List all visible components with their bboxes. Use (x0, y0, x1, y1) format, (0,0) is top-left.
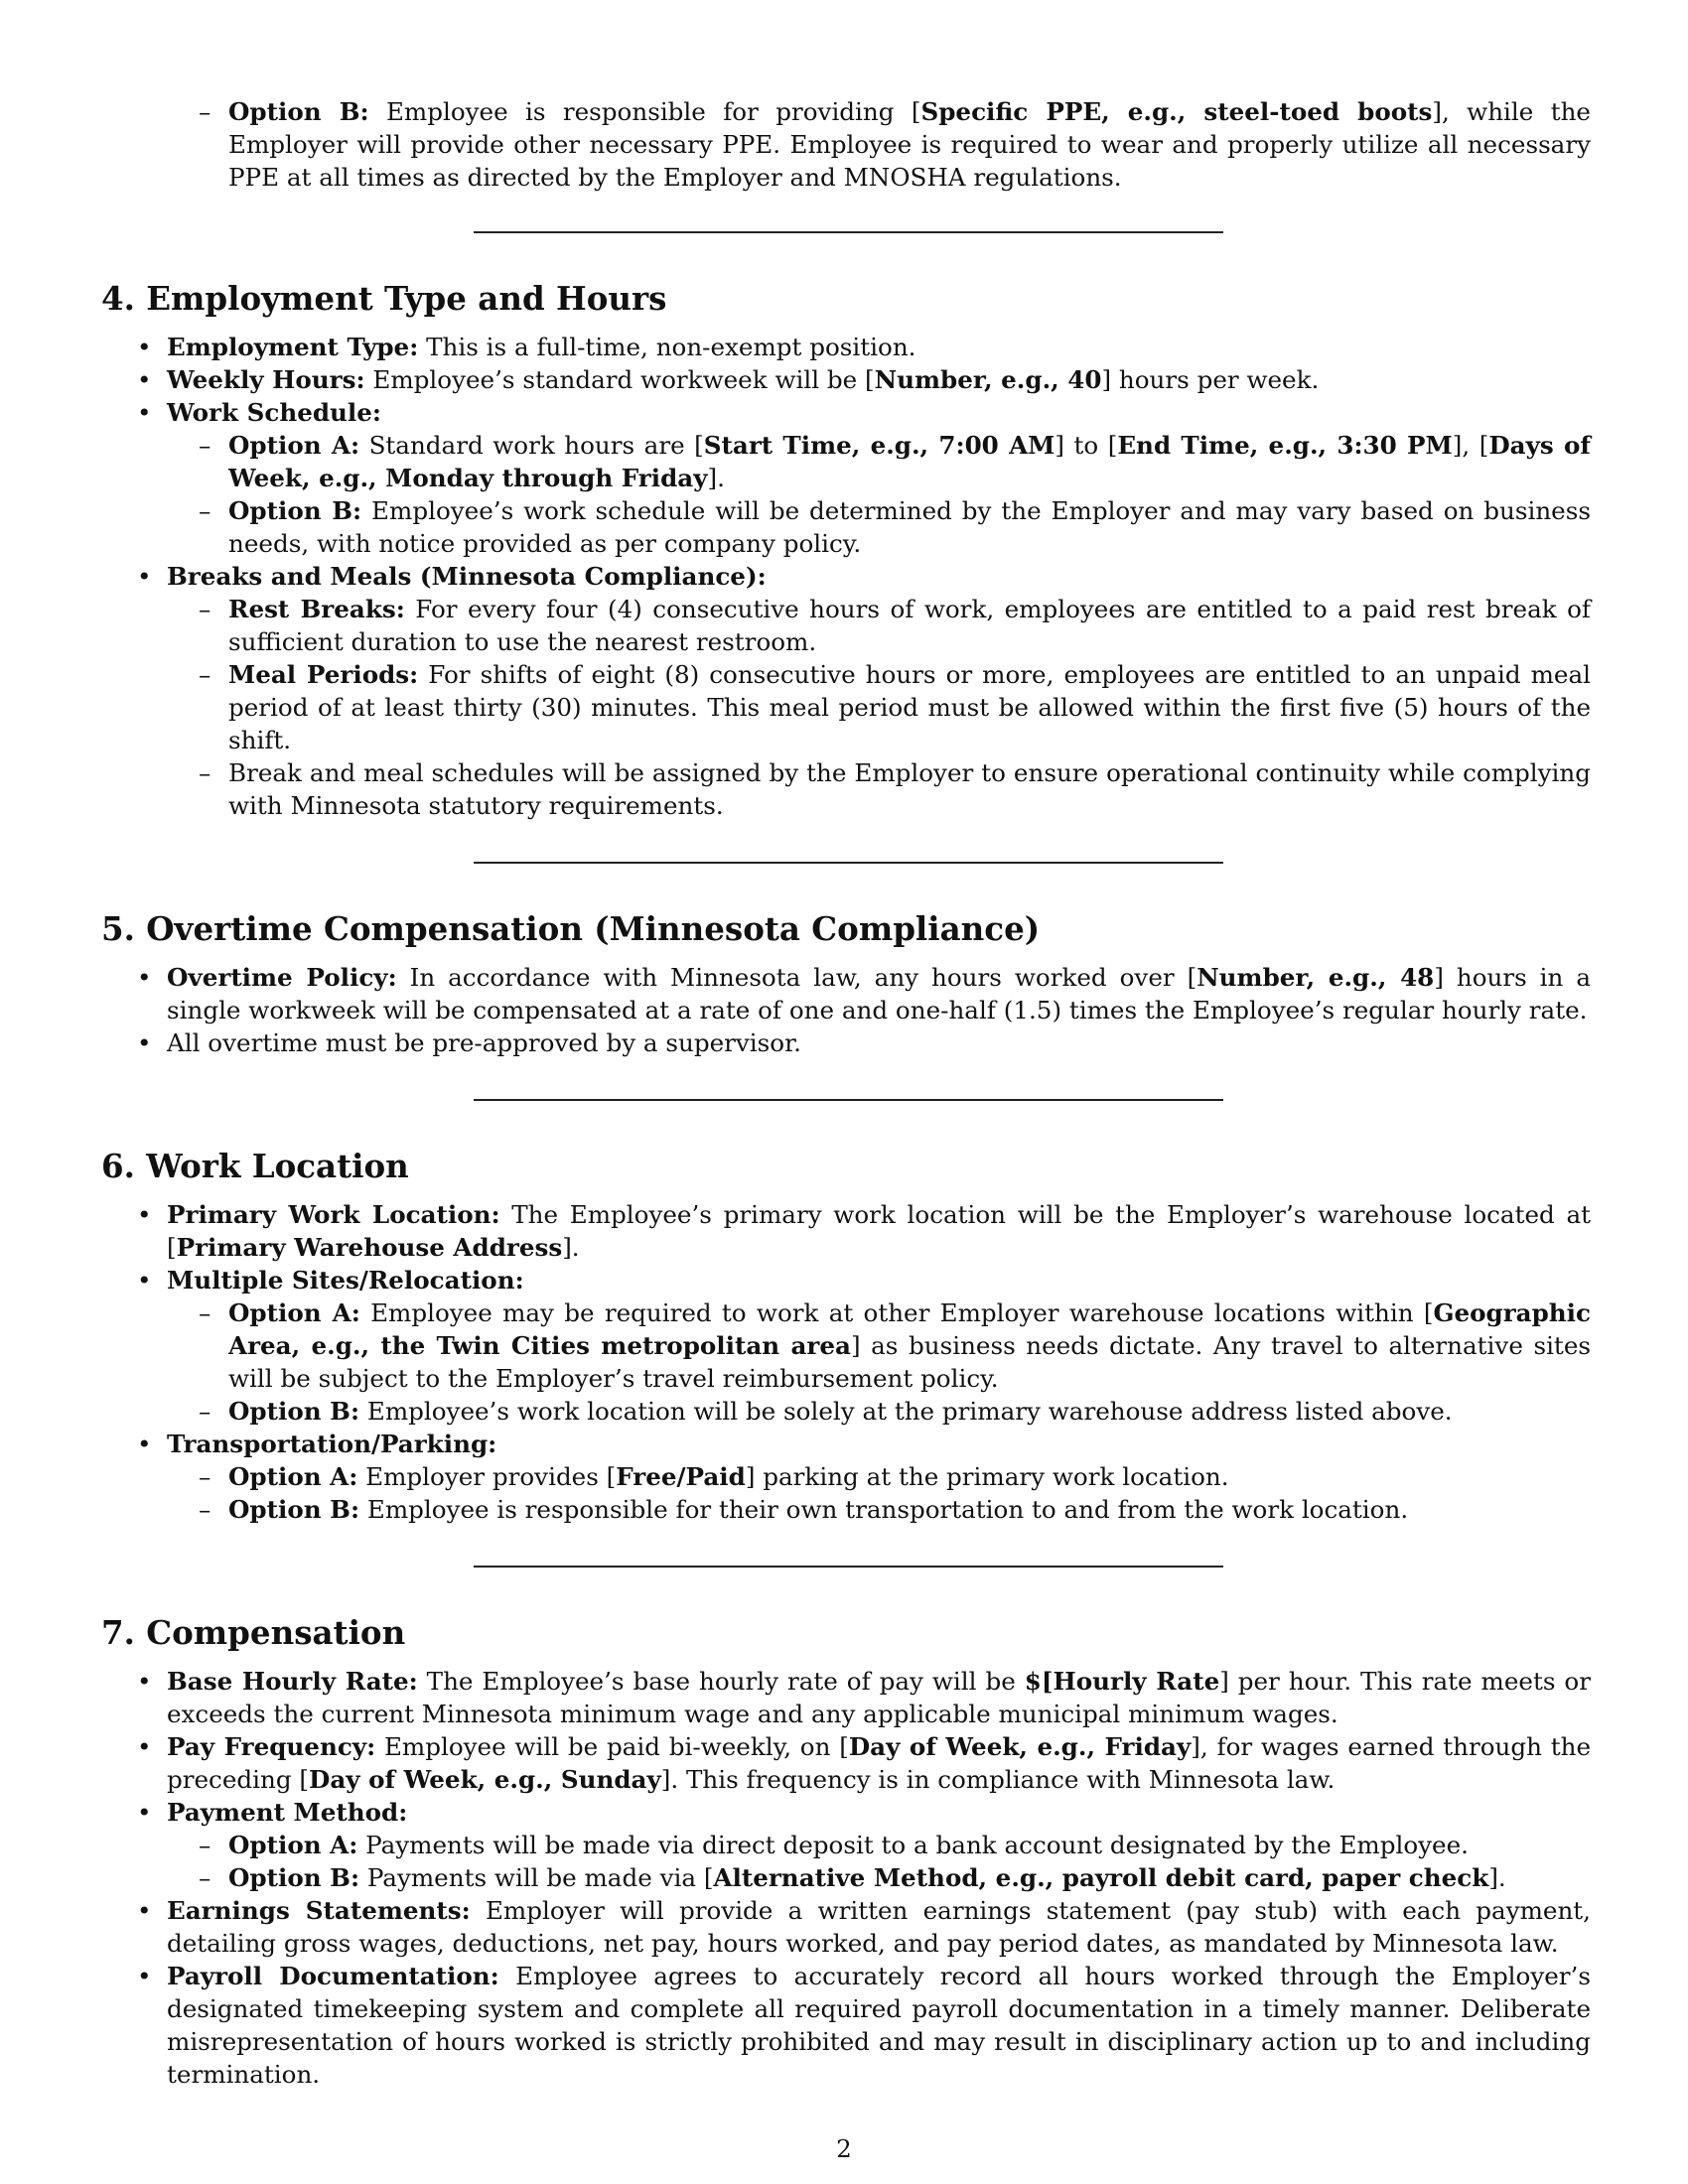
section-6-title: 6. Work Location (101, 1147, 409, 1185)
section-divider (474, 231, 1223, 233)
list-item: • Work Schedule: (101, 396, 1591, 429)
list-item: – Option A: Employee may be required to work at other Employer warehouse locations within [Geographic Area, e.g., the Twin Cities metropolitan area] as business needs dictate. Any travel to alternative sites will be subject to the Employer’s travel reimbursement policy. (101, 1297, 1591, 1395)
list-item: – Break and meal schedules will be assigned by the Employer to ensure operational continuity while complying with Minnesota statutory requirements. (101, 756, 1591, 822)
list-item: – Option A: Payments will be made via direct deposit to a bank account designated by the Employee. (101, 1829, 1591, 1861)
list-item: – Option B: Employee’s work schedule will be determined by the Employer and may vary based on business needs, with notice provided as per company policy. (101, 494, 1591, 560)
list-item: • Transportation/Parking: (101, 1428, 1591, 1460)
list-item: • Weekly Hours: Employee’s standard workweek will be [Number, e.g., 40] hours per week. (101, 363, 1591, 396)
section-6-list (101, 1198, 1591, 1526)
section-7-title: 7. Compensation (101, 1613, 406, 1652)
list-item: – Option B: Employee is responsible for their own transportation to and from the work location. (101, 1493, 1591, 1526)
list-item: • Pay Frequency: Employee will be paid bi-weekly, on [Day of Week, e.g., Friday], for wages earned through the preceding [Day of Week, e.g., Sunday]. This frequency is in compliance with Minnesota law. (101, 1730, 1591, 1796)
list-item: – Option A: Standard work hours are [Start Time, e.g., 7:00 AM] to [End Time, e.g., 3:30 PM], [Days of Week, e.g., Monday through Friday]. (101, 429, 1591, 494)
page-content (101, 95, 1591, 2091)
list-item: • Breaks and Meals (Minnesota Compliance): (101, 560, 1591, 593)
section-4-list (101, 331, 1591, 822)
section-4-title: 4. Employment Type and Hours (101, 279, 667, 318)
list-item: • Multiple Sites/Relocation: (101, 1264, 1591, 1297)
section-divider (474, 862, 1223, 864)
list-item: • Payroll Documentation: Employee agrees to accurately record all hours worked through the Employer’s designated timekeeping system and complete all required payroll documentation in a timely manner. Deliberate misrepresentation of hours worked is strictly prohibited and may result in disciplinary action up to and including termination. (101, 1960, 1591, 2091)
list-item: – Option B: Employee’s work location will be solely at the primary warehouse address listed above. (101, 1395, 1591, 1428)
list-item: • All overtime must be pre-approved by a supervisor. (101, 1026, 1591, 1059)
section-divider (474, 1099, 1223, 1101)
list-item: • Overtime Policy: In accordance with Minnesota law, any hours worked over [Number, e.g., 48] hours in a single workweek will be compensated at a rate of one and one-half (1.5) times the Employee’s regular hourly rate. (101, 961, 1591, 1026)
section-7-list (101, 1665, 1591, 2091)
ppe-options-list (101, 95, 1591, 194)
list-item: • Base Hourly Rate: The Employee’s base hourly rate of pay will be $[Hourly Rate] per hour. This rate meets or exceeds the current Minnesota minimum wage and any applicable municipal minimum wages. (101, 1665, 1591, 1730)
page-number: 2 (836, 2134, 852, 2163)
list-item: – Rest Breaks: For every four (4) consecutive hours of work, employees are entitled to a paid rest break of sufficient duration to use the nearest restroom. (101, 593, 1591, 658)
list-item: – Option B: Payments will be made via [Alternative Method, e.g., payroll debit card, paper check]. (101, 1861, 1591, 1894)
section-5-list (101, 961, 1591, 1059)
list-item: – Option A: Employer provides [Free/Paid] parking at the primary work location. (101, 1460, 1591, 1493)
list-item: – Meal Periods: For shifts of eight (8) consecutive hours or more, employees are entitled to an unpaid meal period of at least thirty (30) minutes. This meal period must be allowed within the first five (5) hours of the shift. (101, 658, 1591, 756)
list-item: • Earnings Statements: Employer will provide a written earnings statement (pay stub) with each payment, detailing gross wages, deductions, net pay, hours worked, and pay period dates, as mandated by Minnesota law. (101, 1894, 1591, 1960)
list-item: • Primary Work Location: The Employee’s primary work location will be the Employer’s warehouse located at [Primary Warehouse Address]. (101, 1198, 1591, 1264)
section-5-title: 5. Overtime Compensation (Minnesota Compliance) (101, 909, 1041, 948)
list-item: • Payment Method: (101, 1796, 1591, 1829)
list-item: • Employment Type: This is a full-time, non-exempt position. (101, 331, 1591, 363)
section-divider (474, 1566, 1223, 1568)
ppe-option-b: – Option B: Employee is responsible for providing [Specific PPE, e.g., steel-toed boots], while the Employer will provide other necessary PPE. Employee is required to wear and properly utilize all necessary PPE at all times as directed by the Employer and MNOSHA regulations. (101, 95, 1591, 194)
